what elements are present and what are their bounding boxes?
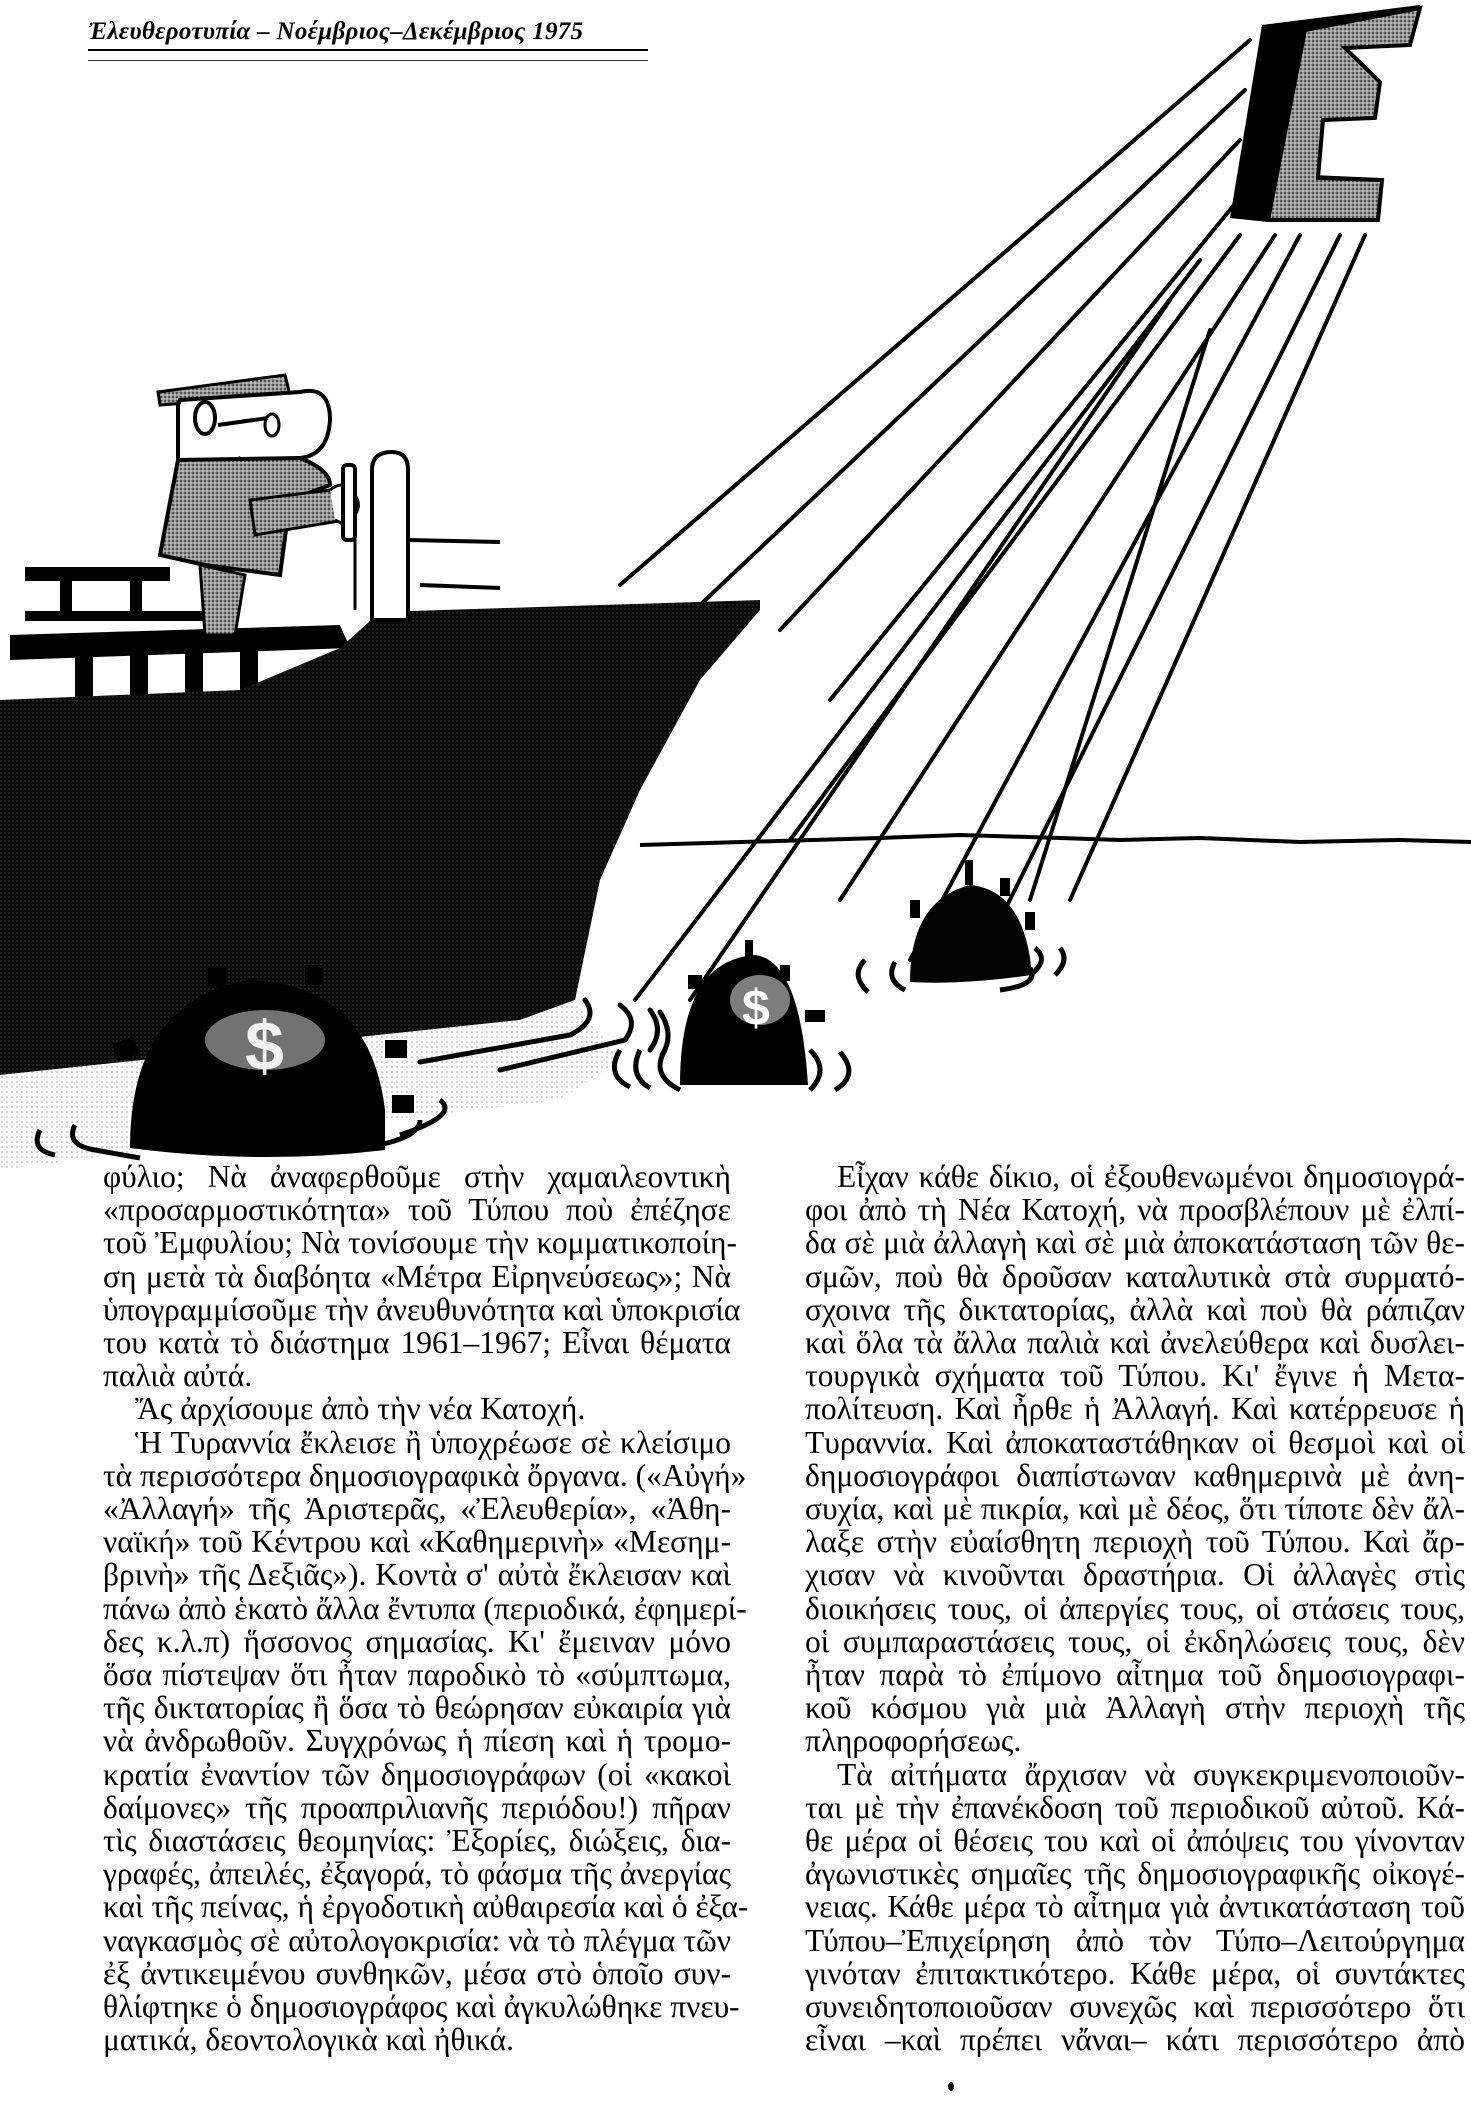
text-line: πληροφορήσεως.	[805, 1723, 1022, 1759]
text-line: ματικά, δεοντολογικὰ καὶ ἠθικά.	[103, 2022, 514, 2058]
text-line: τῆς δικτατορίας ἢ ὅσα τὸ θεώρησαν εὐκαιρία γιὰ	[103, 1690, 731, 1726]
dollar-sea-mine-icon	[614, 940, 849, 1090]
text-line: Ἡ Τυραννία ἔκλεισε ἢ ὑποχρέωσε σὲ κλείσιμο	[135, 1424, 731, 1460]
text-line: θλίφτηκε ὁ δημοσιογράφος καὶ ἀγκυλώθηκε πνευ-	[103, 1989, 740, 2025]
text-line: Ἄς ἀρχίσουμε ἀπὸ τὴν νέα Κατοχή.	[135, 1391, 586, 1427]
text-line: δες κ.λ.π) ἥσσονος σημασίας. Κι' ἔμειναν μόνο	[103, 1623, 731, 1659]
text-line: Εἶχαν κάθε δίκιο, οἱ ἐξουθενωμένοι δημοσιογρά-	[837, 1159, 1465, 1194]
text-line: ὅσα πίστεψαν ὅτι ἦταν παροδικὸ τὸ «σύμπτωμα,	[103, 1657, 731, 1693]
text-line: Τυραννία. Καὶ ἀποκαταστάθηκαν οἱ θεσμοὶ καὶ οἱ	[805, 1424, 1465, 1460]
horizon-line	[640, 835, 1471, 845]
text-line: καὶ τῆς πείνας, ἡ ἐργοδοτικὴ αὐθαιρεσία καὶ ὁ ἐξα-	[103, 1889, 749, 1925]
text-line: φύλιο; Νὰ ἀναφερθοῦμε στὴν χαμαιλεοντικὴ	[103, 1159, 731, 1194]
text-line: χισαν νὰ κινοῦνται δραστήρια. Οἱ ἀλλαγὲς στὶς	[805, 1557, 1465, 1593]
text-line: «προσαρμοστικότητα» τοῦ Τύπου ποὺ ἐπέζησε	[103, 1192, 731, 1228]
text-line: ναϊκή» τοῦ Κέντρου καὶ «Καθημερινὴ» «Μεσημ-	[103, 1524, 731, 1560]
text-line: γινόταν ἐπιτακτικότερο. Κάθε μέρα, οἱ συντάκτες	[805, 1955, 1465, 1991]
text-line: Τύπου–Ἐπιχείρηση ἀπὸ τὸν Τύπο–Λειτούργημα	[805, 1922, 1465, 1958]
text-line: θε μέρα οἱ θέσεις του καὶ οἱ ἀπόψεις του γίνονταν	[805, 1823, 1465, 1859]
text-line: δαίμονες» τῆς προαπριλιανῆς περιόδου!) πῆραν	[103, 1789, 731, 1825]
text-line: δημοσιογράφοι διαπίστωναν καθημερινὰ μὲ ἀνη-	[805, 1457, 1465, 1493]
page-header: Ἐλευθεροτυπία – Νοέμβριος–Δεκέμβριος 1975	[88, 18, 648, 51]
text-line: συχία, καὶ μὲ πικρία, καὶ μὲ δέος, ὅτι τίποτε δὲν ἄλ-	[805, 1491, 1465, 1527]
text-line: ται μὲ τὴν ἐπανέκδοση τοῦ περιοδικοῦ αὐτοῦ. Κά-	[805, 1789, 1465, 1825]
article-column-right	[805, 1160, 1465, 2056]
text-line: οἱ συμπαραστάσεις τους, οἱ ἐκδηλώσεις τους, δὲν	[805, 1623, 1465, 1659]
text-line: καὶ ὅλα τὰ ἄλλα παλιὰ καὶ ἀνελεύθερα καὶ δυσλει-	[805, 1325, 1465, 1361]
ship-hull	[0, 600, 760, 1075]
text-line: συνειδητοποιοῦσαν συνεχῶς καὶ περισσότερο ὅτι	[805, 1989, 1465, 2025]
text-line: πολίτευση. Καὶ ἦρθε ἡ Ἀλλαγή. Καὶ κατέρρευσε ἡ	[805, 1391, 1465, 1427]
text-line: παλιὰ αὐτά.	[103, 1358, 253, 1394]
text-line: ση μετὰ τὰ διαβόητα «Μέτρα Εἰρηνεύσεως»; Νὰ	[103, 1258, 731, 1294]
text-line: δα σὲ μιὰ ἀλλαγὴ καὶ σὲ μιὰ ἀποκατάσταση τῶν θε-	[805, 1225, 1465, 1261]
text-line: ἐξ ἀντικειμένου συνθηκῶν, μέσα στὸ ὁποῖο συν-	[103, 1955, 731, 1991]
text-line: κοῦ κόσμου γιὰ μιὰ Ἀλλαγὴ στὴν περιοχὴ τῆς	[805, 1690, 1465, 1726]
text-line: του κατὰ τὸ διάστημα 1961–1967; Εἶναι θέματα	[103, 1325, 731, 1361]
text-line: τουργικὰ σχήματα τοῦ Τύπου. Κι' ἔγινε ἡ Μετα-	[805, 1358, 1465, 1394]
text-line: φοι ἀπὸ τὴ Νέα Κατοχή, νὰ προσβλέπουν μὲ ἐλπί-	[805, 1192, 1465, 1228]
sea-mine-icon	[858, 860, 1064, 992]
text-line: τὶς διαστάσεις θεομηνίας: Ἐξορίες, διώξεις, δια-	[103, 1823, 731, 1859]
text-line: «Ἀλλαγή» τῆς Ἀριστερᾶς, «Ἐλευθερία», «Ἀθη-	[103, 1491, 731, 1527]
text-line: κρατία ἐναντίον τῶν δημοσιογράφων (οἱ «κακοὶ	[103, 1756, 731, 1792]
text-line: ὑπογραμμίσοῦμε τὴν ἀνευθυνότητα καὶ ὑποκρισία	[103, 1291, 741, 1327]
text-line: πάνω ἀπὸ ἑκατὸ ἄλλα ἔντυπα (περιοδικά, ἐφημερί-	[103, 1590, 747, 1626]
print-speck	[948, 2082, 954, 2091]
svg-text:$: $	[245, 1007, 284, 1085]
text-line: ἀγωνιστικὲς σημαῖες τῆς δημοσιογραφικῆς οἰκογέ-	[805, 1856, 1465, 1892]
svg-text:$: $	[742, 980, 770, 1036]
text-line: σμῶν, ποὺ θὰ δροῦσαν καταλυτικὰ στὰ συρματό-	[805, 1258, 1465, 1294]
text-line: τοῦ Ἐμφυλίου; Νὰ τονίσουμε τὴν κομματικοποίη-	[103, 1225, 738, 1261]
text-line: ναγκασμὸς σὲ αὐτολογοκρισία: νὰ τὸ πλέγμα τῶν	[103, 1922, 731, 1958]
text-line: νειας. Κάθε μέρα τὸ αἶτημα γιὰ ἀντικατάσταση τοῦ	[805, 1889, 1465, 1925]
text-line: εἶναι –καὶ πρέπει νἄναι– κάτι περισσότερο ἀπὸ	[805, 2022, 1465, 2058]
text-line: διοικήσεις τους, οἱ ἀπεργίες τους, οἱ στάσεις τους,	[805, 1590, 1465, 1626]
text-line: σχοινα τῆς δικτατορίας, ἀλλὰ καὶ ποὺ θὰ ράπιζαν	[805, 1291, 1465, 1327]
text-line: λαξε στὴν εὐαίσθητη περιοχὴ τοῦ Τύπου. Καὶ ἄρ-	[805, 1524, 1465, 1560]
text-line: τὰ περισσότερα δημοσιογραφικὰ ὄργανα. («Αὐγή»	[103, 1457, 747, 1493]
letter-e-icon	[1230, 5, 1420, 222]
text-line: νὰ ἀνδρωθοῦν. Συγχρόνως ἡ πίεση καὶ ἡ τρομο-	[103, 1723, 731, 1759]
article-column-left	[103, 1159, 749, 2058]
captain-figure-icon	[158, 375, 500, 635]
text-line: βρινὴ» τῆς Δεξιᾶς»). Κοντὰ σ' αὐτὰ ἔκλεισαν καὶ	[103, 1557, 731, 1593]
text-line: γραφές, ἀπειλές, ἐξαγορά, τὸ φάσμα τῆς ἀνεργίας	[103, 1856, 731, 1892]
text-line: ἦταν παρὰ τὸ ἐπίμονο αἶτημα τοῦ δημοσιογραφι-	[805, 1657, 1465, 1693]
text-line: Τὰ αἰτήματα ἄρχισαν νὰ συγκεκριμενοποιοῦν-	[837, 1756, 1465, 1792]
